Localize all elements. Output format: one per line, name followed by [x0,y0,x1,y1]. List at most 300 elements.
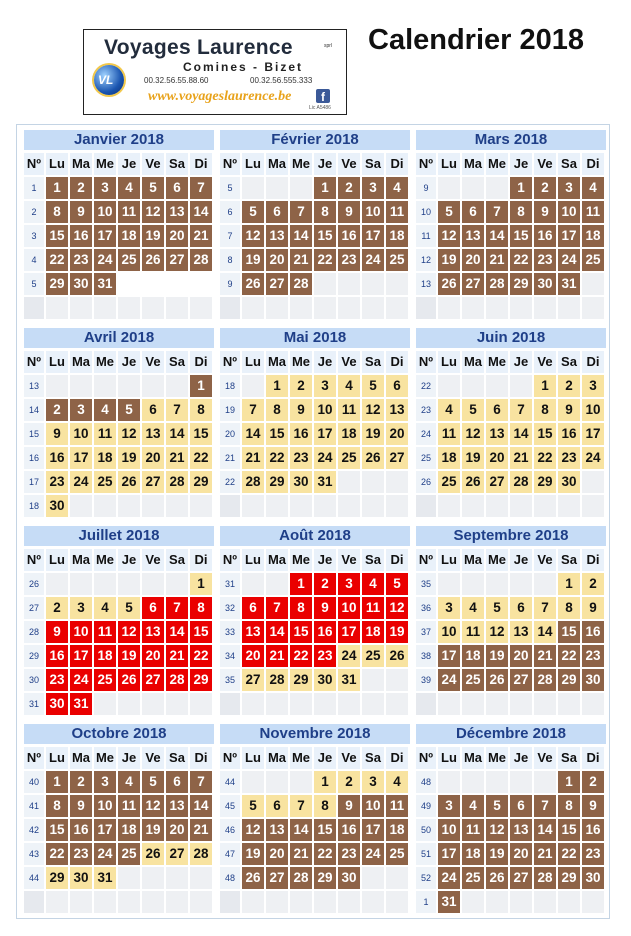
day-cell: 2 [338,771,360,793]
weekday-header: Lu [46,153,68,175]
weekday-header: Me [94,549,116,571]
week-number [24,891,44,913]
empty-day-cell [438,573,460,595]
week-row [24,597,214,619]
weekday-header: Lu [46,351,68,373]
day-cell: 9 [46,423,68,445]
day-cell: 10 [314,399,336,421]
empty-day-cell [266,693,288,715]
week-number: 31 [220,573,240,595]
week-number: 38 [416,645,436,667]
day-cell: 27 [266,273,288,295]
empty-day-cell [266,771,288,793]
weekday-header: Sa [558,351,580,373]
week-number: 17 [24,471,44,493]
week-number [220,891,240,913]
day-cell: 12 [462,423,484,445]
empty-day-cell [462,891,484,913]
empty-day-cell [142,297,164,319]
empty-day-cell [362,495,384,517]
week-number: 42 [24,819,44,841]
weekday-header-row [416,549,606,571]
day-cell: 16 [46,645,68,667]
month-block [220,328,410,519]
empty-day-cell [338,693,360,715]
day-cell: 22 [314,249,336,271]
empty-day-cell [314,273,336,295]
day-cell: 19 [142,225,164,247]
empty-day-cell [46,891,68,913]
day-cell: 27 [510,867,532,889]
day-cell: 7 [290,795,312,817]
empty-day-cell [94,297,116,319]
day-cell: 13 [242,621,264,643]
week-row [220,597,410,619]
day-cell: 7 [266,597,288,619]
day-cell: 15 [558,621,580,643]
day-cell: 9 [582,597,604,619]
week-row [24,447,214,469]
week-number: 35 [220,669,240,691]
day-cell: 11 [386,201,408,223]
empty-day-cell [190,297,212,319]
day-cell: 9 [338,795,360,817]
week-number: 32 [220,597,240,619]
day-cell: 19 [486,645,508,667]
day-cell: 27 [166,249,188,271]
weekday-header: Ma [462,153,484,175]
month-title: Janvier 2018 [24,130,214,150]
week-row [24,273,214,295]
empty-day-cell [582,273,604,295]
globe-emblem-icon [94,65,124,95]
day-cell: 30 [534,273,556,295]
week-number-header: Nº [416,153,436,175]
day-cell: 25 [118,843,140,865]
empty-day-cell [290,297,312,319]
day-cell: 8 [190,399,212,421]
day-cell: 2 [338,177,360,199]
weekday-header: Me [290,153,312,175]
empty-day-cell [534,693,556,715]
day-cell: 12 [362,399,384,421]
day-cell: 14 [190,201,212,223]
day-cell: 9 [70,795,92,817]
day-cell: 24 [438,669,460,691]
day-cell: 10 [558,201,580,223]
day-cell: 23 [338,249,360,271]
day-cell: 18 [338,423,360,445]
day-cell: 1 [314,771,336,793]
week-number: 13 [24,375,44,397]
day-cell: 22 [190,447,212,469]
day-cell: 21 [290,843,312,865]
month-title: Novembre 2018 [220,724,410,744]
day-cell: 18 [94,447,116,469]
day-cell: 16 [314,621,336,643]
day-cell: 6 [462,201,484,223]
day-cell: 8 [558,795,580,817]
day-cell: 12 [142,795,164,817]
day-cell: 4 [386,177,408,199]
week-row [24,225,214,247]
week-row [24,693,214,715]
day-cell: 15 [314,225,336,247]
day-cell: 6 [166,771,188,793]
weekday-header: Me [290,351,312,373]
day-cell: 25 [94,669,116,691]
weekday-header: Sa [166,153,188,175]
empty-day-cell [386,891,408,913]
day-cell: 2 [46,597,68,619]
day-cell: 18 [94,645,116,667]
day-cell: 14 [266,621,288,643]
day-cell: 22 [46,249,68,271]
weekday-header: Ve [142,153,164,175]
day-cell: 8 [190,597,212,619]
weekday-header: Me [94,153,116,175]
day-cell: 13 [510,621,532,643]
day-cell: 19 [438,249,460,271]
day-cell: 6 [166,177,188,199]
empty-day-cell [94,573,116,595]
day-cell: 24 [338,645,360,667]
month-title: Mai 2018 [220,328,410,348]
weekday-header-row [24,747,214,769]
weekday-header: Ma [70,351,92,373]
day-cell: 5 [242,795,264,817]
day-cell: 1 [46,177,68,199]
day-cell: 27 [510,669,532,691]
day-cell: 1 [266,375,288,397]
weekday-header-row [24,351,214,373]
empty-day-cell [510,891,532,913]
week-number [416,495,436,517]
week-row [220,201,410,223]
day-cell: 23 [70,843,92,865]
day-cell: 23 [46,669,68,691]
day-cell: 13 [510,819,532,841]
day-cell: 23 [314,645,336,667]
empty-day-cell [314,693,336,715]
day-cell: 10 [438,819,460,841]
empty-day-cell [362,891,384,913]
empty-day-cell [582,471,604,493]
week-number: 39 [416,669,436,691]
empty-day-cell [266,891,288,913]
week-number: 13 [416,273,436,295]
day-cell: 23 [582,843,604,865]
empty-day-cell [290,177,312,199]
day-cell: 18 [118,225,140,247]
empty-day-cell [534,573,556,595]
month-block [416,724,606,915]
day-cell: 3 [362,771,384,793]
empty-day-cell [290,495,312,517]
day-cell: 14 [166,621,188,643]
weekday-header: Sa [362,549,384,571]
day-cell: 20 [266,843,288,865]
week-number-header: Nº [24,351,44,373]
day-cell: 17 [558,225,580,247]
day-cell: 27 [142,471,164,493]
week-number: 52 [416,867,436,889]
day-cell: 30 [290,471,312,493]
weekday-header: Je [118,549,140,571]
logo-website[interactable]: www.voyageslaurence.be [148,89,292,104]
empty-day-cell [94,693,116,715]
day-cell: 30 [582,867,604,889]
weekday-header: Di [386,549,408,571]
day-cell: 4 [338,375,360,397]
week-number: 44 [220,771,240,793]
week-row [220,447,410,469]
empty-day-cell [462,573,484,595]
day-cell: 7 [510,399,532,421]
empty-day-cell [486,375,508,397]
day-cell: 14 [290,225,312,247]
week-number: 21 [220,447,240,469]
day-cell: 3 [438,597,460,619]
day-cell: 12 [438,225,460,247]
week-row [416,249,606,271]
day-cell: 31 [438,891,460,913]
day-cell: 21 [486,249,508,271]
empty-day-cell [266,297,288,319]
empty-day-cell [142,375,164,397]
week-number: 1 [24,177,44,199]
day-cell: 4 [462,597,484,619]
empty-day-cell [266,495,288,517]
day-cell: 17 [314,423,336,445]
month-block [24,724,214,915]
empty-day-cell [558,891,580,913]
week-row [220,375,410,397]
week-number: 18 [220,375,240,397]
weekday-header: Je [314,549,336,571]
week-row [24,819,214,841]
day-cell: 11 [462,621,484,643]
empty-day-cell [290,891,312,913]
week-number: 36 [416,597,436,619]
week-number: 12 [416,249,436,271]
week-number: 3 [24,225,44,247]
day-cell: 28 [166,669,188,691]
weekday-header-row [416,153,606,175]
day-cell: 8 [314,795,336,817]
day-cell: 11 [582,201,604,223]
day-cell: 6 [386,375,408,397]
weekday-header: Lu [438,549,460,571]
week-number: 18 [24,495,44,517]
day-cell: 16 [70,225,92,247]
day-cell: 13 [142,621,164,643]
day-cell: 19 [386,621,408,643]
week-row [220,471,410,493]
day-cell: 4 [386,771,408,793]
weekday-header: Ma [462,549,484,571]
day-cell: 26 [118,471,140,493]
day-cell: 6 [242,597,264,619]
day-cell: 20 [242,645,264,667]
empty-day-cell [242,297,264,319]
empty-day-cell [314,891,336,913]
weekday-header: Ve [338,747,360,769]
empty-day-cell [362,471,384,493]
day-cell: 5 [486,795,508,817]
week-row [416,297,606,319]
day-cell: 22 [46,843,68,865]
week-number: 48 [416,771,436,793]
day-cell: 28 [190,249,212,271]
day-cell: 5 [462,399,484,421]
week-row [24,297,214,319]
day-cell: 19 [362,423,384,445]
day-cell: 14 [242,423,264,445]
day-cell: 5 [242,201,264,223]
day-cell: 23 [582,645,604,667]
day-cell: 25 [386,249,408,271]
weekday-header-row [220,747,410,769]
empty-day-cell [438,495,460,517]
day-cell: 20 [166,819,188,841]
empty-day-cell [118,273,140,295]
day-cell: 29 [290,669,312,691]
day-cell: 15 [314,819,336,841]
empty-day-cell [534,891,556,913]
week-row [416,843,606,865]
empty-day-cell [386,693,408,715]
week-number [220,693,240,715]
empty-day-cell [242,891,264,913]
day-cell: 19 [118,447,140,469]
weekday-header-row [416,351,606,373]
day-cell: 27 [166,843,188,865]
month-title: Juin 2018 [416,328,606,348]
day-cell: 25 [362,645,384,667]
week-row [416,795,606,817]
day-cell: 17 [362,225,384,247]
day-cell: 13 [386,399,408,421]
day-cell: 15 [46,225,68,247]
day-cell: 10 [582,399,604,421]
day-cell: 4 [462,795,484,817]
day-cell: 29 [46,867,68,889]
weekday-header: Sa [558,549,580,571]
day-cell: 23 [70,249,92,271]
day-cell: 10 [94,201,116,223]
day-cell: 13 [166,201,188,223]
day-cell: 3 [70,399,92,421]
week-number: 6 [220,201,240,223]
week-row [220,297,410,319]
day-cell: 15 [534,423,556,445]
day-cell: 12 [242,225,264,247]
weekday-header: Me [290,549,312,571]
day-cell: 9 [582,795,604,817]
month-block [220,130,410,321]
day-cell: 13 [166,795,188,817]
empty-day-cell [118,375,140,397]
week-row [416,225,606,247]
week-row [24,201,214,223]
empty-day-cell [486,177,508,199]
month-block [220,526,410,717]
day-cell: 25 [338,447,360,469]
weekday-header: Sa [362,351,384,373]
empty-day-cell [242,177,264,199]
weekday-header-row [24,549,214,571]
day-cell: 8 [266,399,288,421]
day-cell: 31 [338,669,360,691]
day-cell: 26 [438,273,460,295]
day-cell: 2 [314,573,336,595]
empty-day-cell [462,375,484,397]
day-cell: 4 [118,177,140,199]
day-cell: 8 [510,201,532,223]
weekday-header: Lu [242,153,264,175]
day-cell: 30 [70,273,92,295]
emblem-text: VL [98,73,114,87]
month-block [416,130,606,321]
weekday-header: Di [582,747,604,769]
day-cell: 20 [486,447,508,469]
day-cell: 20 [142,645,164,667]
day-cell: 30 [70,867,92,889]
week-number: 4 [24,249,44,271]
day-cell: 5 [118,597,140,619]
weekday-header: Je [510,351,532,373]
day-cell: 3 [94,771,116,793]
weekday-header: Ve [534,153,556,175]
week-number: 45 [220,795,240,817]
empty-day-cell [314,495,336,517]
day-cell: 29 [558,669,580,691]
week-number: 22 [416,375,436,397]
week-row [416,471,606,493]
weekday-header: Ve [534,351,556,373]
week-row [416,201,606,223]
week-number: 24 [416,423,436,445]
day-cell: 22 [558,645,580,667]
day-cell: 14 [534,621,556,643]
weekday-header: Me [94,747,116,769]
week-number: 26 [416,471,436,493]
day-cell: 3 [362,177,384,199]
day-cell: 6 [266,795,288,817]
day-cell: 22 [534,447,556,469]
weekday-header: Di [386,153,408,175]
week-number-header: Nº [416,549,436,571]
empty-day-cell [190,891,212,913]
day-cell: 21 [534,843,556,865]
day-cell: 7 [190,177,212,199]
facebook-icon[interactable]: f [316,89,330,103]
week-row [24,573,214,595]
week-number: 47 [220,843,240,865]
week-number: 10 [416,201,436,223]
logo-superscript: sprl [324,43,333,49]
month-title: Décembre 2018 [416,724,606,744]
empty-day-cell [534,771,556,793]
week-number-header: Nº [220,351,240,373]
weekday-header: Je [314,747,336,769]
empty-day-cell [510,771,532,793]
day-cell: 1 [558,771,580,793]
week-row [220,399,410,421]
weekday-header: Ma [266,351,288,373]
day-cell: 16 [70,819,92,841]
